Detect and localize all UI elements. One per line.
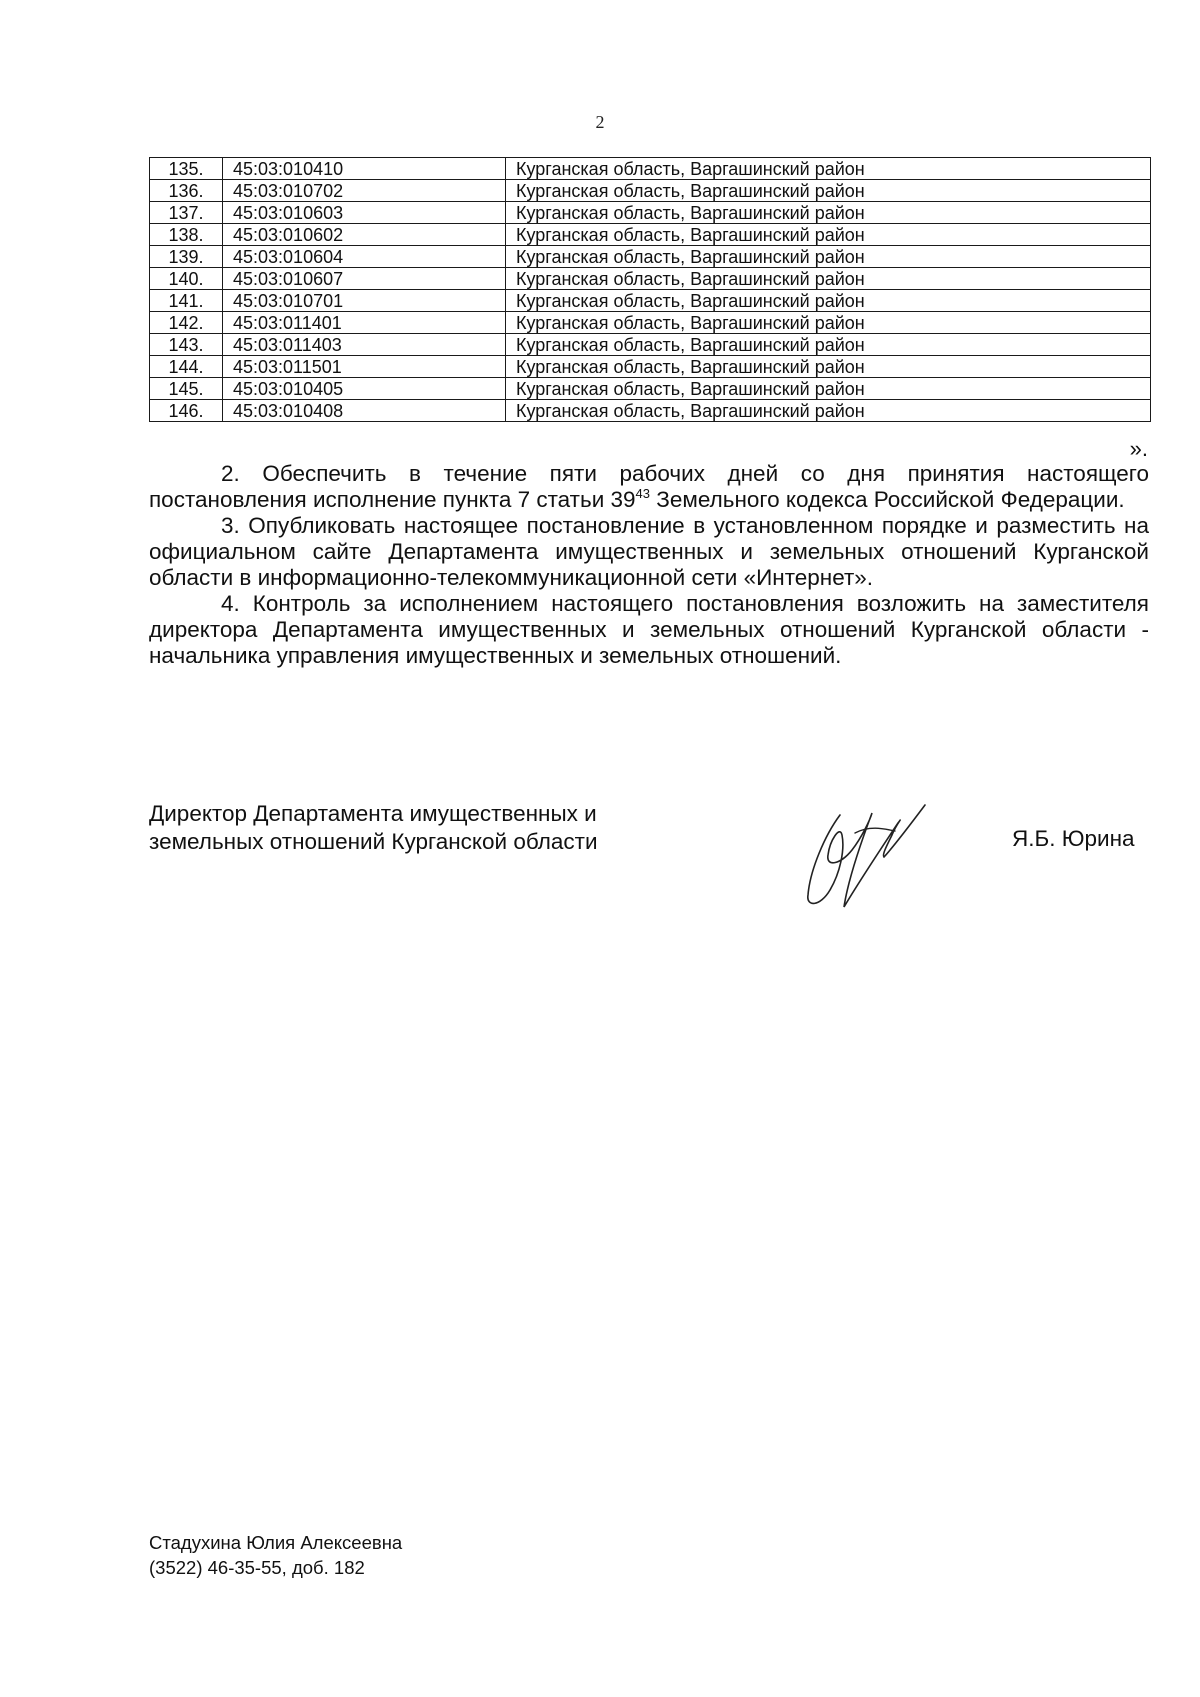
row-address: Курганская область, Варгашинский район [506,246,1151,268]
closing-quote: ». [1129,436,1148,461]
signatory-name: Я.Б. Юрина [1012,826,1135,851]
row-number: 138. [150,224,223,246]
row-number: 143. [150,334,223,356]
executor-phone: (3522) 46-35-55, доб. 182 [149,1557,365,1578]
table-row [150,334,1151,356]
row-number: 144. [150,356,223,378]
table-row [150,378,1151,400]
resolution-body [149,461,1149,669]
row-number: 136. [150,180,223,202]
row-number: 140. [150,268,223,290]
cadastral-code: 45:03:010408 [223,400,506,422]
row-address: Курганская область, Варгашинский район [506,202,1151,224]
row-number: 139. [150,246,223,268]
cadastral-code: 45:03:010405 [223,378,506,400]
row-number: 141. [150,290,223,312]
cadastral-code: 45:03:010607 [223,268,506,290]
row-address: Курганская область, Варгашинский район [506,334,1151,356]
executor-contact [149,1530,402,1580]
table-row [150,312,1151,334]
row-number: 135. [150,158,223,180]
cadastral-code: 45:03:010602 [223,224,506,246]
table-row [150,224,1151,246]
row-address: Курганская область, Варгашинский район [506,312,1151,334]
row-number: 145. [150,378,223,400]
cadastral-code: 45:03:011403 [223,334,506,356]
paragraph-4: 4. Контроль за исполнением настоящего постановления возложить на заместителя директора Департамента имущественных и земельных отношений Курганской области - начальника управления имущественных и земельных отношений. [149,591,1149,668]
row-address: Курганская область, Варгашинский район [506,224,1151,246]
row-address: Курганская область, Варгашинский район [506,180,1151,202]
paragraph-3: 3. Опубликовать настоящее постановление в установленном порядке и разместить на официальном сайте Департамента имущественных и земельных отношений Курганской области в информационно-телекоммуникационной сети «Интернет». [149,513,1149,590]
table-row [150,246,1151,268]
signatory-position-line2: земельных отношений Курганской области [149,829,598,854]
page-number: 2 [595,112,605,132]
parcels-table [149,157,1151,422]
cadastral-code: 45:03:010702 [223,180,506,202]
handwritten-signature [800,795,950,910]
row-address: Курганская область, Варгашинский район [506,356,1151,378]
signatory-position-line1: Директор Департамента имущественных и [149,801,597,826]
cadastral-code: 45:03:010410 [223,158,506,180]
cadastral-code: 45:03:011501 [223,356,506,378]
row-address: Курганская область, Варгашинский район [506,290,1151,312]
table-row [150,180,1151,202]
row-address: Курганская область, Варгашинский район [506,378,1151,400]
row-number: 142. [150,312,223,334]
table-row [150,158,1151,180]
cadastral-code: 45:03:010701 [223,290,506,312]
row-address: Курганская область, Варгашинский район [506,400,1151,422]
row-address: Курганская область, Варгашинский район [506,268,1151,290]
cadastral-code: 45:03:010603 [223,202,506,224]
cadastral-code: 45:03:010604 [223,246,506,268]
cadastral-code: 45:03:011401 [223,312,506,334]
row-address: Курганская область, Варгашинский район [506,158,1151,180]
signatory-position [149,800,598,856]
table-row [150,290,1151,312]
table-row [150,268,1151,290]
paragraph-2: 2. Обеспечить в течение пяти рабочих дней со дня принятия настоящего постановления исполнение пункта 7 статьи $39^{43}$ Земельного кодекса Российской Федерации. [149,461,1149,512]
row-number: 146. [150,400,223,422]
executor-name: Стадухина Юлия Алексеевна [149,1532,403,1553]
article-superscript: 43 [635,486,651,501]
table-row [150,400,1151,422]
table-row [150,202,1151,224]
table-row [150,356,1151,378]
row-number: 137. [150,202,223,224]
